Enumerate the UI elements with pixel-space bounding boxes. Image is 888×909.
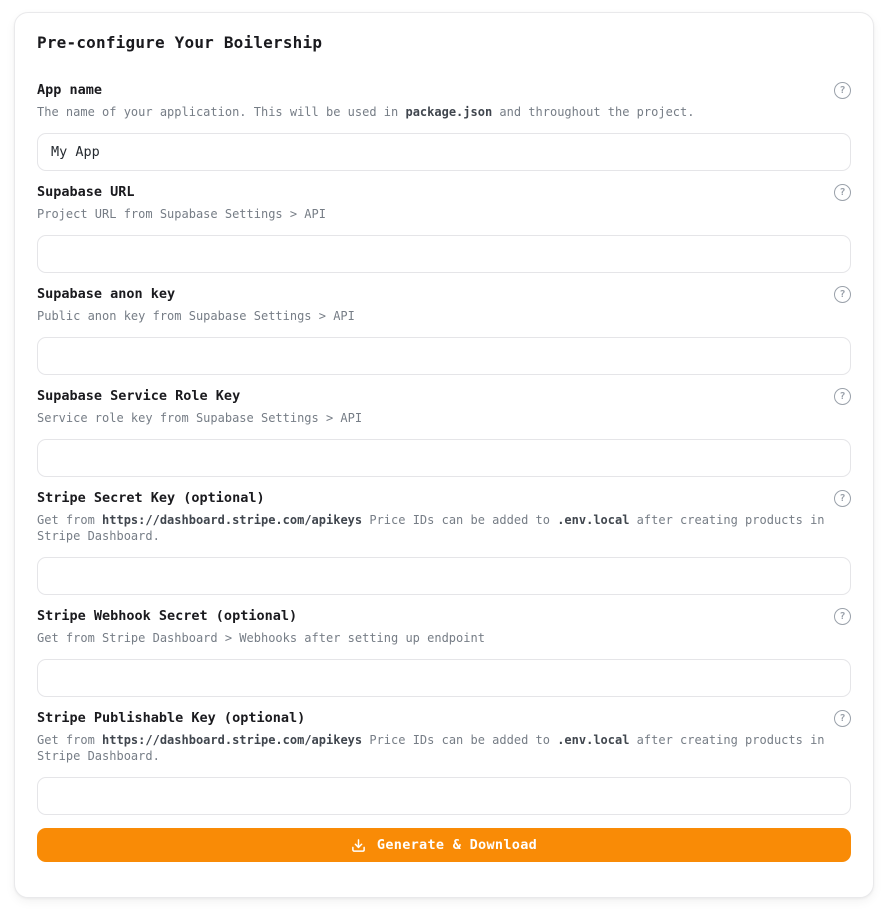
stripe-secret-key-optional-input[interactable] bbox=[37, 557, 851, 595]
app-name-input[interactable] bbox=[37, 133, 851, 171]
generate-download-label: Generate & Download bbox=[376, 837, 538, 853]
field-supabase-url bbox=[37, 184, 851, 273]
field-head bbox=[37, 490, 851, 507]
field-stripe-secret-key-optional bbox=[37, 490, 851, 595]
help-icon[interactable]: ? bbox=[834, 490, 851, 507]
field-description: Project URL from Supabase Settings > API bbox=[37, 207, 326, 221]
field-description: Get from Stripe Dashboard > Webhooks after setting up endpoint bbox=[37, 631, 485, 645]
configure-card bbox=[14, 12, 874, 898]
field-label: App name bbox=[37, 82, 103, 98]
field-supabase-service-role-key bbox=[37, 388, 851, 477]
generate-download-button[interactable] bbox=[37, 828, 851, 862]
field-label: Stripe Webhook Secret (optional) bbox=[37, 608, 298, 624]
help-icon[interactable]: ? bbox=[834, 286, 851, 303]
field-app-name bbox=[37, 82, 851, 171]
fields-container bbox=[37, 82, 851, 815]
field-description: Get from https://dashboard.stripe.com/apikeys Price IDs can be added to .env.local after creating products in Stripe Dashboard. bbox=[37, 733, 825, 763]
field-supabase-anon-key bbox=[37, 286, 851, 375]
field-stripe-webhook-secret-optional bbox=[37, 608, 851, 697]
supabase-service-role-key-input[interactable] bbox=[37, 439, 851, 477]
stripe-webhook-secret-optional-input[interactable] bbox=[37, 659, 851, 697]
help-icon[interactable]: ? bbox=[834, 710, 851, 727]
field-description: Service role key from Supabase Settings > API bbox=[37, 411, 363, 425]
field-label: Supabase Service Role Key bbox=[37, 388, 241, 404]
field-label: Supabase anon key bbox=[37, 286, 176, 302]
help-icon[interactable]: ? bbox=[834, 608, 851, 625]
field-description: The name of your application. This will be used in package.json and throughout the project. bbox=[37, 105, 695, 119]
stripe-publishable-key-optional-input[interactable] bbox=[37, 777, 851, 815]
field-head bbox=[37, 710, 851, 727]
field-head bbox=[37, 184, 851, 201]
field-description: Get from https://dashboard.stripe.com/apikeys Price IDs can be added to .env.local after creating products in Stripe Dashboard. bbox=[37, 513, 825, 543]
help-icon[interactable]: ? bbox=[834, 184, 851, 201]
field-stripe-publishable-key-optional bbox=[37, 710, 851, 815]
field-label: Stripe Publishable Key (optional) bbox=[37, 710, 306, 726]
field-head bbox=[37, 608, 851, 625]
help-icon[interactable]: ? bbox=[834, 388, 851, 405]
field-head bbox=[37, 286, 851, 303]
field-head bbox=[37, 82, 851, 99]
page-title: Pre-configure Your Boilership bbox=[37, 33, 323, 52]
field-head bbox=[37, 388, 851, 405]
field-label: Supabase URL bbox=[37, 184, 135, 200]
field-description: Public anon key from Supabase Settings > API bbox=[37, 309, 355, 323]
download-icon bbox=[351, 838, 366, 853]
supabase-url-input[interactable] bbox=[37, 235, 851, 273]
help-icon[interactable]: ? bbox=[834, 82, 851, 99]
field-label: Stripe Secret Key (optional) bbox=[37, 490, 265, 506]
supabase-anon-key-input[interactable] bbox=[37, 337, 851, 375]
